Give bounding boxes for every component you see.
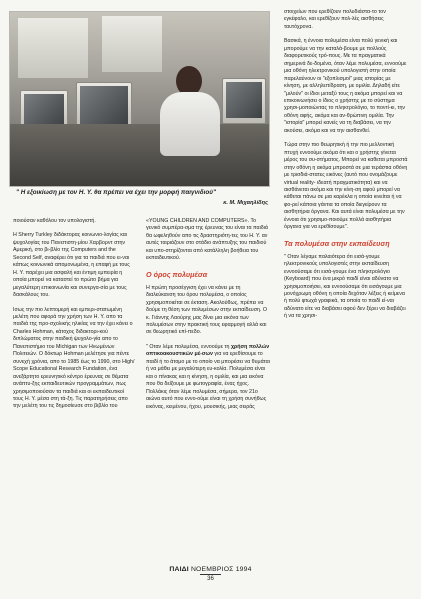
text-column-2 (146, 218, 271, 418)
bold-phrase: χρήση πολλών οπτικοακουστικών μέ-σων (146, 343, 270, 358)
text-column-1 (13, 218, 135, 418)
paragraph: Βασικά, η έννοια πολυμέσα είναι πολύ γενική και μπορούμε να την καταλά-βουμε με πολλούς διαφορετικούς τρό-πους. Με τα πραγματικά σημερινά δε-δομένα, όταν λέμε πολυμέσα, εννοούμε μια οθόνη ηλεκτρονικού υπολογιστή στην οποία παρελαύνουν οι "εξοπλισμοί" μιας ιστορίας με κίνηση, με αλληλεπίδραση, με ομιλία. Δηλαδή είτε "μιλούν" οι ίδιοι μεταξύ τους η ακόμα μπορεί και να επικοινωνήσει ο ίδιος ο χρήστης με το σύστημα χρησι-μοποιώντας το πληκτρολόγιο, το ποντί-κι, την οθόνη αφής, ακόμα και αν-θρώπινη ομιλία. Την "ιστορία" μπορεί κανείς να τη διαβάσει, να την ακούσει, ακόμα και να την αισθανθεί. (284, 38, 407, 134)
issue-year: 1994 (235, 566, 252, 573)
paragraph: στοιχείων που ερεθίζουν πολυδιάστα-το τον εγκέφαλο, και ερεθίζουν πολ-λές αισθήσεις ταυτόχρονα. (284, 9, 386, 30)
paragraph: Η πρώτη προσέγγιση έχει να κάνει με τη διαλεύκανση του όρου πολυμέσα, ο οποίος χρησιμοποιείται σε έκταση. Ακολούθως, πρέπει να δούμε τη θέση των πολυμέσων στην εκπαίδευση. Ο κ. Γιάννης Λαούρης μας δίνει μια εικόνα των πολυμέσων στην πρακτική τους εφαρμογή αλλά και σε θεωρητικό επί-πεδο. (146, 284, 267, 336)
paragraph: Ισως την πιο λεπτομερή και εμπερι-στατωμένη μελέτη που αφορά την χρήση των Η. Υ. απο τα παιδιά της προ-σχολικής ηλικίας να την έχει κάνει ο Charles Hohman, κάτοχος διδακτορι-κού διπλώματος στην παιδική ψυχολο-γία απο το Πανεπιστήμιο του Michigan των Ηνωμένων Πολιτειών. Ο δόκτωρ Hohman μελέτησε για πέντε συνεχή χρόνια, απο το 1985 έως το 1990, στο High/ Scope Educational Research Fundation, ένα ανεξάρτητο ερευνητικό κέντρο έρευνας σε θέματα ανάπτυ-ξης εκπαιδευτικών προγραμμάτων, πως χρησιμοποιούσαν τα παιδιά και οι εκπαιδευτικοί τους Η. Υ. μέσα στη τά-ξη. Τις παρατηρήσεις απο την μελέτη του τις δημοσίευσε στο βιβλίο του (13, 306, 135, 410)
photo-caption: " Η εξοικίωση με τον Η. Υ. θα πρέπει να έχει την μορφή παιγνιδιού" (16, 189, 216, 196)
paragraph: Η Sherry Turkley διδάκτορας κοινωνιο-λογίας και ψυχολογίας του Πανεπιστη-μίου Χαρβορντ στην Αμερική, στο βι-βλίο της Computers and the Second Self, αναφέρει ότι για τα παιδιά που ει-ναι κάπως κοινωνικά απομονωμένα, η επαφή με τους Η. Υ. παρέχει μια ασφαλή και έντιμη εμπειρία η οποία μπορεί να καταστεί το πρώτο βήμα για μεγαλύτερη επικοινωνία και συνεργα-σία με τους δασκάλους του. (13, 232, 130, 299)
paragraph: «YOUNG CHILDREN AND COMPUTERS». Το γενικό συμπέρα-σμα της έρευνας του είναι τα παιδιά θα ωφεληθούν απο τις δραστηριότη-τες του Η. Υ. αν αυτές ταιριάζουν στο στάδιο ανάπτυξης του παιδιού και υπο-στηρίζονται από κατάλληλη βοήθεια του εκπαιδευτικού. (146, 218, 268, 262)
paragraph (146, 344, 271, 411)
person-at-computer (160, 66, 220, 156)
magazine-name: ΠΑΙΔΙ (169, 566, 189, 573)
section-heading: Τα πολυμέσα στην εκπαίδευση (284, 238, 390, 248)
quote-start: " Οταν λέμε πολυμέσα, εννοούμε τη (146, 343, 231, 350)
computer-lab-photo (9, 11, 270, 187)
page-number: 36 (207, 576, 214, 582)
paragraph: Τώρα στην πιο θεωρητική ή την πιο μελλοντική πτυχή εννοούμε ακόμα ότι και ο χρήστης γίνεται μέρος του συ-στήματος. Μπορεί να καθεται μπροστά στην οθόνη η ακόμα μπροστά σε μια τεράστια οθόνη με τρισδιά-στατες εικόνες (αυτό που ονομάζουμε virtual reality- ιδεατή πραγματικότητα) και να αισθάνεται ακόμα και την κίνη-ση αφού μπορεί να κάθεται πάνω σε μια καρέκλα η οποία κινείται ή να φο-ρεί κάποια γάντια τα οποία διεγείρουν τα αισθητήρια όργανα. Και αυτά είναι πολυμέσα με την έννοια ότι χρησιμο-ποιούμε πολλά αισθητήρια όργανα για να ερεθίσουμε". (284, 142, 408, 231)
footer-rule (200, 574, 221, 575)
quote-rest: για να ερεθίσουμε το παιδί ή το άτομο με το οποίο να μπορέσει να θυμάται ή να μάθει με μεγαλύτερη ευ-κολία. Πολυμέσα είναι και ο πίνακας και η κίνηση, η ομιλία, και μια εικόνα που θα δείξουμε με φωτογραφία, ένας ήχος. Πολλάκις όταν λέμε πολυμέσα, σήμερα, τον 21ο αιώνα αυτό που εννο-ούμε είναι τη χρήση συνήθως εικόνας, κειμένου, ήχου, μουσικής, μιας σειράς (146, 351, 270, 410)
issue-month: ΝΟΕΜΒΡΙΟΣ (190, 566, 234, 573)
page-footer (0, 566, 421, 574)
photo-credit: κ. Μ. Μιχαηλίδης (223, 200, 268, 206)
section-heading: Ο όρος πολυμέσα (146, 269, 208, 279)
paragraph: " Οταν λέγαμε παλαιότερα ότι εισά-γουμε ηλεκτρονικούς υπολογιστές στην εκπαίδευση εννοούσαμε ότι εισά-γουμε ένα πληκτρολόγιο (Keyboard) που ένα μικρό παιδί είναι αδύνατο να χρησιμοποιήσει, και εννοούσαμε ότι εισάγουμε μια μονόχρωμη οθόνη η οποία δεχόταν λέξεις ή κείμενα ή πολύ φτωχά γραφικά, τα οποία το παιδί εί-ναι αδύνατο είτε να διαβάσει αφού δεν ξέρει να διαβάζει ή να τα χρησι- (284, 253, 406, 320)
text-column-3 (284, 9, 408, 328)
paragraph: ποιούσαν καθόλου τον υπολογιστή. (13, 218, 96, 224)
